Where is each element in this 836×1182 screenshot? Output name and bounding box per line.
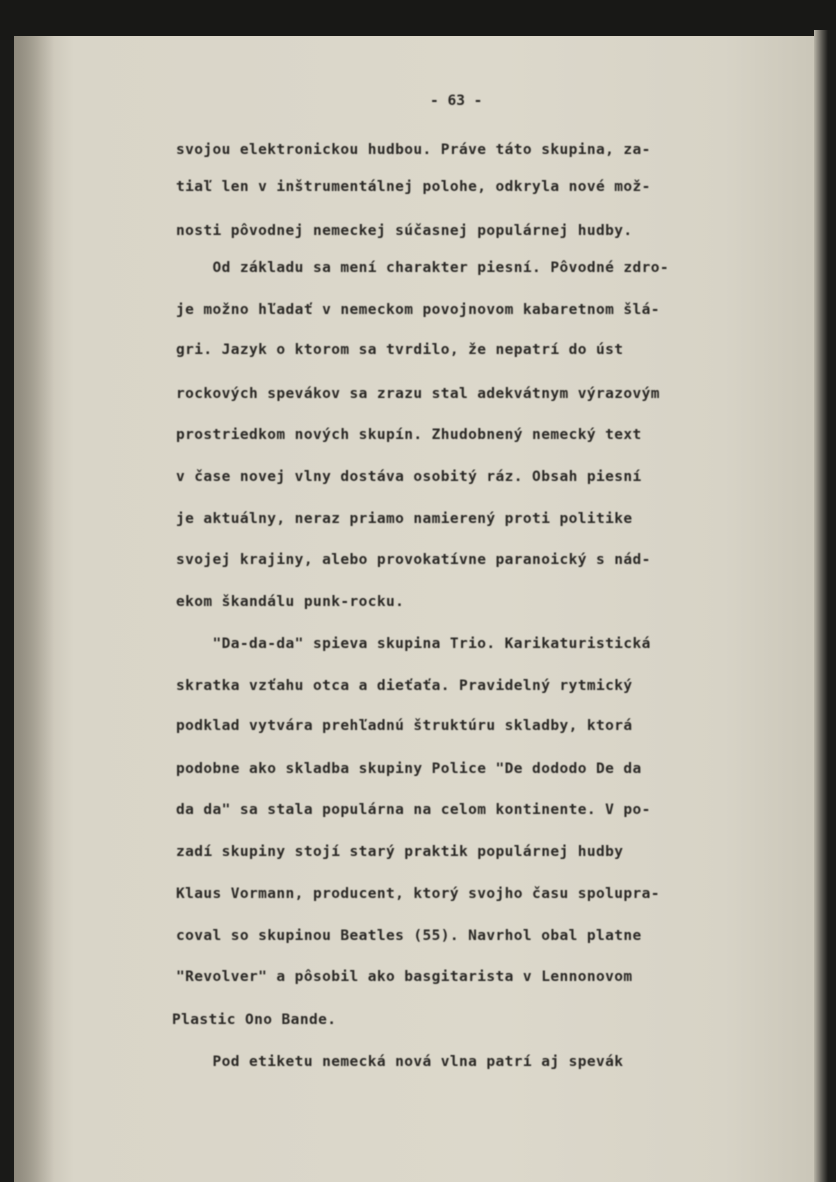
- page-gutter-shadow: [14, 36, 54, 1182]
- text-line: Pod etiketu nemecká nová vlna patrí aj spevák: [176, 1054, 624, 1070]
- text-line: Plastic Ono Bande.: [172, 1012, 337, 1028]
- text-line: Od základu sa mení charakter piesní. Pôvodné zdro-: [176, 260, 670, 276]
- page-right-edge: [814, 30, 836, 1182]
- text-line: da da" sa stala populárna na celom kontinente. V po-: [176, 802, 651, 818]
- text-line: je aktuálny, neraz priamo namierený proti politike: [176, 511, 633, 527]
- text-line: podklad vytvára prehľadnú štruktúru skladby, ktorá: [176, 718, 633, 734]
- text-line: "Revolver" a pôsobil ako basgitarista v Lennonovom: [176, 969, 633, 985]
- text-line: nosti pôvodnej nemeckej súčasnej populárnej hudby.: [176, 223, 633, 239]
- text-line: podobne ako skladba skupiny Police "De dododo De da: [176, 761, 642, 777]
- text-line: svojou elektronickou hudbou. Práve táto skupina, za-: [176, 142, 651, 158]
- text-line: zadí skupiny stojí starý praktik populárnej hudby: [176, 844, 624, 860]
- page-number: - 63 -: [430, 93, 483, 109]
- text-line: svojej krajiny, alebo provokatívne paranoický s nád-: [176, 552, 651, 568]
- text-line: gri. Jazyk o ktorom sa tvrdilo, že nepatrí do úst: [176, 342, 624, 358]
- text-line: "Da-da-da" spieva skupina Trio. Karikaturistická: [176, 636, 651, 652]
- body-text: [172, 0, 736, 1070]
- text-line: v čase novej vlny dostáva osobitý ráz. Obsah piesní: [176, 469, 642, 485]
- text-line: coval so skupinou Beatles (55). Navrhol obal platne: [176, 928, 642, 944]
- text-line: prostriedkom nových skupín. Zhudobnený nemecký text: [176, 427, 642, 443]
- text-line: Klaus Vormann, producent, ktorý svojho času spolupra-: [176, 886, 660, 902]
- text-line: ekom škandálu punk-rocku.: [176, 594, 405, 610]
- text-line: skratka vzťahu otca a dieťaťa. Pravidelný rytmický: [176, 678, 633, 694]
- text-line: rockových spevákov sa zrazu stal adekvátnym výrazovým: [176, 386, 660, 402]
- text-line: je možno hľadať v nemeckom povojnovom kabaretnom šlá-: [176, 302, 660, 318]
- text-line: tiaľ len v inštrumentálnej polohe, odkryla nové mož-: [176, 179, 651, 195]
